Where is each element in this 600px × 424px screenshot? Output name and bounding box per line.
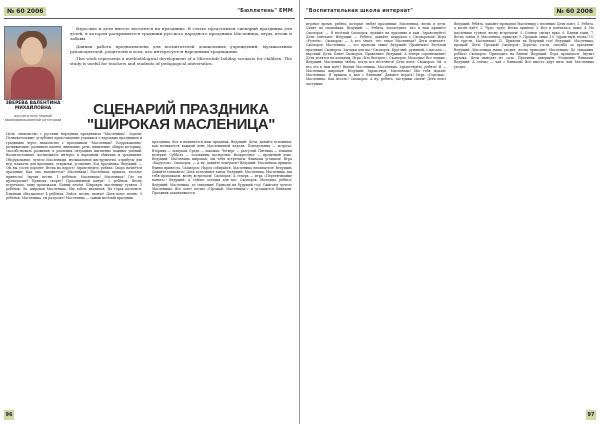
page-number: 96 bbox=[5, 412, 13, 418]
issue-number: № 60 2006 bbox=[4, 7, 46, 16]
page-number: 97 bbox=[587, 412, 595, 418]
column-text: праздника. Вот и начинается наш праздник. Ведущий: Дети, давайте вспомним, как называется каждый день Масленичной недели. Понедельник — встреча. Вторник — заигрыш. Среда — лакомка. Четверг — разгуляй. Пятница — тёщины вечёрки. Суббота — золовкины посиделки. Воскресенье — прощёный день. Ведущий: Масленица широкая, мы тебя встречаем, блинами угощаем! Игра «Карусель». Скоморох: — А ну, давайте поиграем! Ведущий: Масленица пришла, блины принесла. Скоморох: Народ собирайся, Масленица начинается! Ведущий: Давайте танцевать! Дети исполняют танец. Ведущий: Масленица, Масленица, мы тебя провожаем, весну встречаем! Скоморох: А теперь — игра «Перетягивание каната»! Ведущий: А сейчас загадки для вас. Скоморох: Молодцы, ребята! Ведущий: Масленица, до свидания! Приходи на будущий год! Сжигают чучело Масленицы. Все поют песню «Прощай, Масленица!» и угощаются блинами. Праздник заканчивается. bbox=[152, 140, 292, 195]
column-text: Ведущий: Ребята, давайте проводим Масленицу с песнями! Дети поют. 1. Ребята, а весна идёт! 2. Чудо, чудо! Весна пришла! 3. Вот и кончилась зима! 4. На масленице гуляем, весну встречаем! 5. Солнце светит ярко. 6. Блины едим. 7. Весну зовём. 8. Масленица, приходи! 9. Прощай, зима! 10. Здравствуй, весна! 11. Не грусти, Масленица! 12. Приходи на будущий год! Ведущий: Масленица, прощай! Дети: Прощай! Скоморох: Дорогие гости, спасибо за праздник! Ведущий: Масленица наша уходит, весна приходит! Масленица: До свидания, ребята! Скоморох: Приходите на блины! Ведущий: Пора прощаться. Звучит музыка. Дети выходят из зала. Праздник завершён. Угощение блинами. Ведущий: А сейчас — чай с блинами! Все вместе идут пить чай. Масленица уходит. bbox=[454, 22, 594, 69]
article-title: СЦЕНАРИЙ ПРАЗДНИКА "ШИРОКАЯ МАСЛЕНИЦА" bbox=[86, 101, 276, 133]
header-rule bbox=[4, 18, 295, 19]
author-name: ЗВЕРЕВА ВАЛЕНТИНА МИХАЙЛОВНА bbox=[5, 101, 61, 112]
left-column-1 bbox=[6, 132, 142, 404]
author-photo bbox=[4, 26, 62, 100]
right-page-header bbox=[300, 3, 600, 19]
abstract bbox=[70, 26, 292, 68]
abstract-paragraph: Взрослые и дети вместе веселятся на празднике. В статье представлен сценарий праздника для детей, в котором раскрываются традиции русского народного праздника Масленица, игры, песни и забавы. bbox=[70, 26, 292, 42]
author-role: воспитатель первой квалификационной категории bbox=[4, 114, 62, 123]
left-column-2 bbox=[152, 140, 292, 404]
right-column-1 bbox=[306, 22, 446, 404]
left-page-header bbox=[0, 3, 299, 19]
column-text: игровое время, ребята, которые любят праздники: Масленица, весна и дети. Сидят на скамейках. Ведущий: — Ребята, посмотрите, кто к нам пришёл! Скоморох: — Я весёлый Скоморох, пришёл на праздник к вам. Здравствуйте! Дети отвечают. Ведущий: — Ребята, давайте поиграем с Скоморохом! Игра «Ручеёк». Скоморох: — А кто знает, что такое Масленица? Дети отвечают. Скоморох: Масленица — это проводы зимы! Ведущий: Правильно! Весёлый праздник! Скоморох: Загадки для вас! Скоморох: Круглый, румяный, с маслом — вкусный. Дети: Блин! Скоморох: Правильно! Ведущий: А теперь соревнование! Дети делятся на команды. Игра «Кто быстрее». Скоморох: Молодцы! Все ловкие. Ведущий: Масленица любит, когда все веселятся! Дети поют. Скоморох: Ой, а кто это к нам идёт? Входит Масленица. Масленица: Здравствуйте, ребята! Я — Масленица широкая! Ведущий: Здравствуй, Масленица! Мы тебя ждали! Масленица: Я пришла к вам с блинами! Давайте играть! Игра «Горелки». Масленица: Как весело! Скоморох: А ну, ребята, частушки споём! Дети поют частушки. bbox=[306, 22, 446, 86]
journal-title: "Воспитательная школа интернат" bbox=[306, 8, 414, 14]
header-rule bbox=[304, 18, 596, 19]
journal-title: "Бюллетень" ЕММ bbox=[237, 8, 293, 14]
right-page bbox=[300, 0, 600, 424]
abstract-paragraph: This work represents a methodological development of a Shrovetide holiday scenario for children. The study is useful for teachers and students of pedagogical universities. bbox=[70, 56, 292, 67]
column-text: Цель: знакомство с русским народным праздником "Масленица". Задачи: Познавательные: углублять представление учащихся о народных праздниках и традициях через знакомство с праздником "Масленица". Коррекционно-развивающие: развивать память, внимание, речь, мышление, общую моторику, способствовать развитию в реальных ситуациях жизненно важных умений. Воспитательные: воспитывать интерес к народным обычаям и традициям. Оборудование: чучело Масленицы, музыкальные инструменты, атрибуты для игр, плакаты для проекции, открытки, угощение. Ход праздника. Ведущий: — Ой, вы, гости дорогие! Весна на пороге! Здравствуйте, ребята! Скоро начнётся праздник! Как она называется? Масленица! Масленица пришла, веселье принесла! Звучит песня. 1 ребёнок: Масленица! Масленица! Где ты пропадаешь? Приходи скорее! Праздничный канун! 2 ребёнок: Весну встречаем, зиму провожаем. Блины печём. Широкую масленицу гуляем. 3 ребёнок: Эх, широкая Масленица, Мы тобою хвалимся, На горах катаемся, Блинами объедаемся! 4 ребёнок: Лейся, песня, звонче! Дети поют песню. 5 ребёнок: Масленица, ты раздолье! Масленица — самый весёлый праздник. bbox=[6, 132, 142, 200]
right-column-2 bbox=[454, 22, 594, 404]
abstract-paragraph: Данная работа предназначена для воспитателей дошкольных учреждений, музыкальных руководителей, родителей и всех, кто интересуется народными традициями. bbox=[70, 43, 292, 54]
issue-number: № 60 2006 bbox=[554, 7, 596, 16]
